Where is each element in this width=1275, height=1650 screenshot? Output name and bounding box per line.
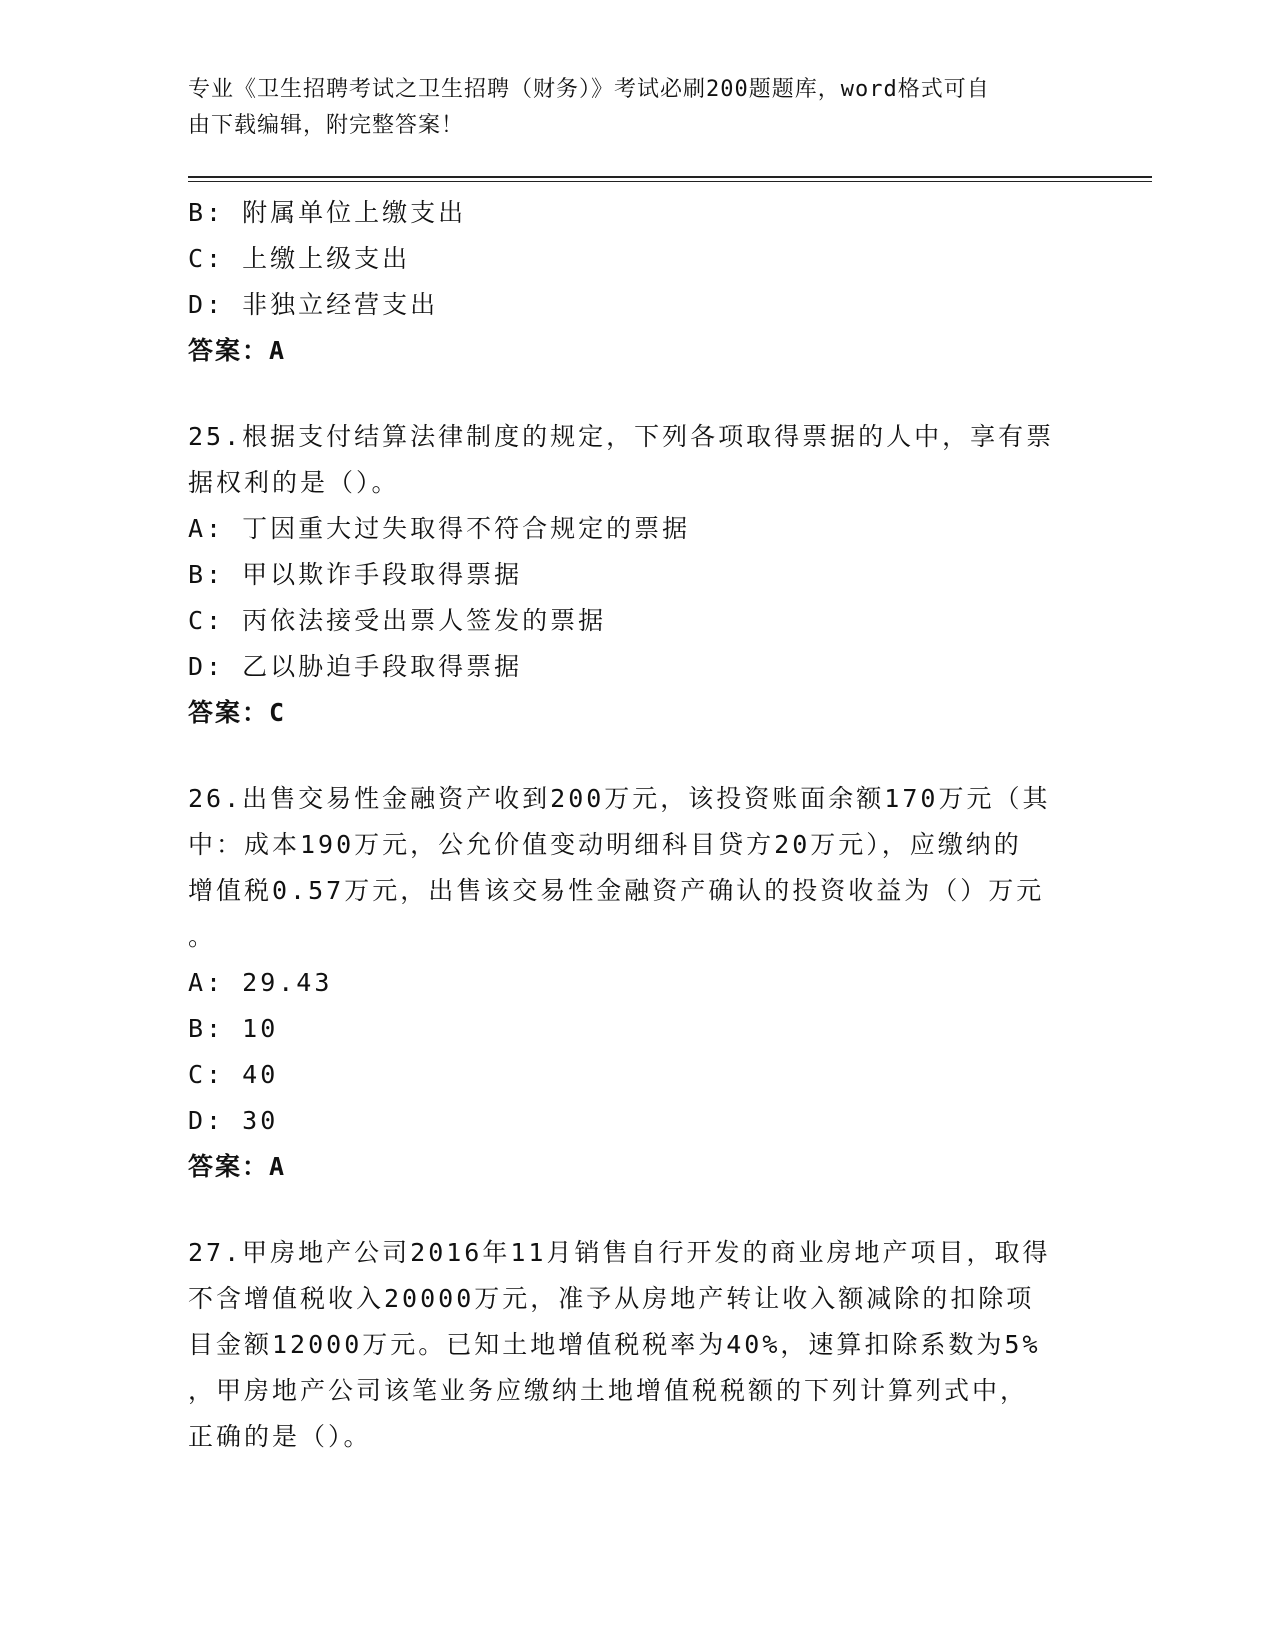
- document-body: [188, 190, 1078, 1460]
- option-d: D: 乙以胁迫手段取得票据: [188, 652, 523, 681]
- question-stem-line: 25.根据支付结算法律制度的规定，下列各项取得票据的人中，享有票: [188, 422, 1055, 451]
- question-27: [188, 1230, 1078, 1460]
- spacer: [188, 374, 1078, 414]
- header-divider-thin: [188, 181, 1152, 182]
- question-stem-line: ，甲房地产公司该笔业务应缴纳土地增值税税额的下列计算列式中，: [188, 1376, 1029, 1405]
- option-c: C: 上缴上级支出: [188, 244, 411, 273]
- option-c: C: 40: [188, 1060, 279, 1089]
- question-stem-line: 正确的是（）。: [188, 1422, 372, 1451]
- answer-label: 答案：A: [188, 336, 287, 365]
- spacer: [188, 736, 1078, 776]
- question-25: [188, 414, 1078, 736]
- question-24-tail: [188, 190, 1078, 374]
- option-a: A: 29.43: [188, 968, 333, 997]
- question-stem-line: 26.出售交易性金融资产收到200万元，该投资账面余额170万元（其: [188, 784, 1051, 813]
- spacer: [188, 1190, 1078, 1230]
- option-d: D: 30: [188, 1106, 279, 1135]
- option-b: B: 附属单位上缴支出: [188, 198, 467, 227]
- header-line-2: 由下载编辑，附完整答案！: [188, 113, 465, 138]
- option-b: B: 甲以欺诈手段取得票据: [188, 560, 523, 589]
- question-stem-line: 增值税0.57万元，出售该交易性金融资产确认的投资收益为（）万元: [188, 876, 1045, 905]
- header-line-1: 专业《卫生招聘考试之卫生招聘（财务）》考试必刷200题题库，word格式可自: [188, 77, 990, 102]
- option-d: D: 非独立经营支出: [188, 290, 439, 319]
- question-stem-line: 27.甲房地产公司2016年11月销售自行开发的商业房地产项目，取得: [188, 1238, 1051, 1267]
- option-c: C: 丙依法接受出票人签发的票据: [188, 606, 607, 635]
- question-stem-line: 目金额12000万元。已知土地增值税税率为40%，速算扣除系数为5%: [188, 1330, 1041, 1359]
- document-header: [188, 72, 1068, 144]
- option-b: B: 10: [188, 1014, 279, 1043]
- option-a: A: 丁因重大过失取得不符合规定的票据: [188, 514, 691, 543]
- question-stem-line: 。: [188, 922, 217, 951]
- question-stem-line: 中：成本190万元，公允价值变动明细科目贷方20万元），应缴纳的: [188, 830, 1022, 859]
- question-stem-line: 不含增值税收入20000万元，准予从房地产转让收入额减除的扣除项: [188, 1284, 1035, 1313]
- answer-label: 答案：A: [188, 1152, 287, 1181]
- answer-label: 答案：C: [188, 698, 287, 727]
- question-stem-line: 据权利的是（）。: [188, 468, 400, 497]
- question-26: [188, 776, 1078, 1190]
- header-divider-thick: [188, 176, 1152, 178]
